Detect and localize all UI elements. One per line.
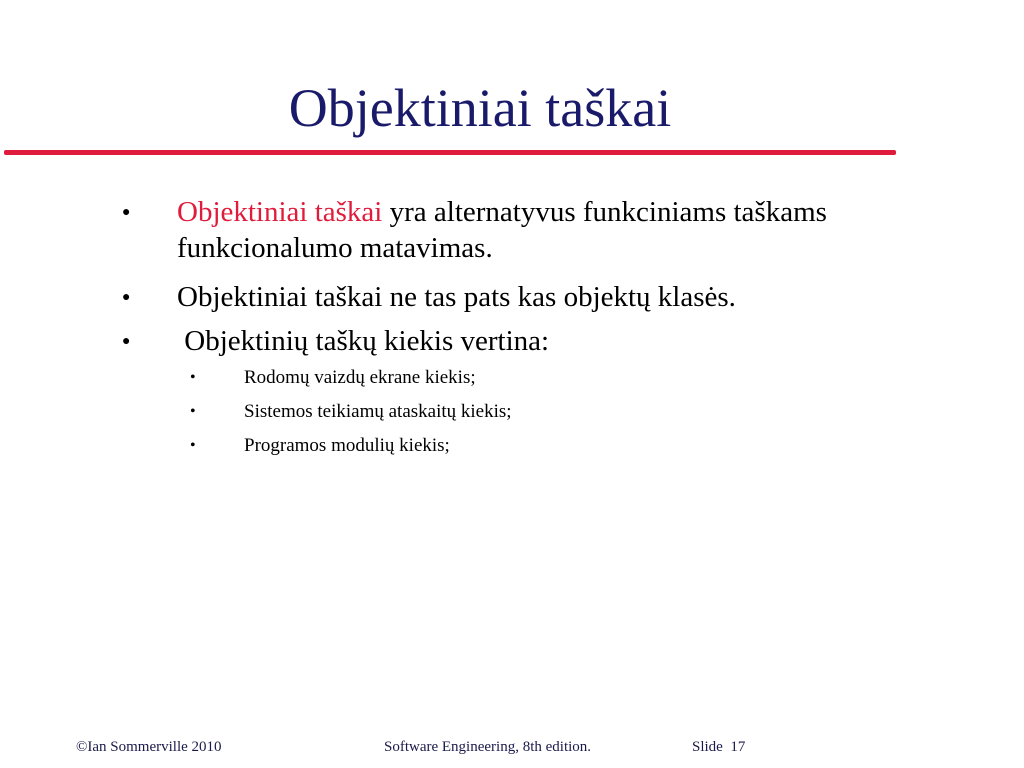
- sub-bullet-marker: •: [190, 437, 196, 454]
- sub-bullet-item: Rodomų vaizdų ekrane kiekis;: [244, 367, 476, 388]
- bullet-marker: ●: [122, 205, 131, 220]
- bullet-item: [177, 323, 977, 359]
- sub-bullet-marker: •: [190, 369, 196, 386]
- slide-title: Objektiniai taškai: [288, 78, 672, 138]
- bullet-text-continued: funkcionalumo matavimas.: [177, 232, 493, 264]
- bullet-marker: ●: [122, 290, 131, 305]
- bullet-marker: ●: [122, 334, 131, 349]
- sub-bullet-marker: •: [190, 403, 196, 420]
- bullet-item: [177, 194, 977, 266]
- footer-copyright: ©Ian Sommerville 2010: [76, 739, 222, 755]
- bullet-text: Objektinių taškų kiekis vertina:: [177, 325, 550, 357]
- bullet-text: yra alternatyvus funkciniams taškams: [382, 196, 827, 228]
- bullet-text: Objektiniai taškai ne tas pats kas objektų klasės.: [177, 281, 736, 313]
- highlighted-term: Objektiniai taškai: [177, 196, 383, 228]
- sub-bullet-item: Programos modulių kiekis;: [244, 435, 450, 456]
- bullet-item: [177, 279, 977, 315]
- sub-bullet-item: Sistemos teikiamų ataskaitų kiekis;: [244, 401, 512, 422]
- title-underline: [4, 150, 896, 155]
- footer-book: Software Engineering, 8th edition.: [384, 739, 592, 755]
- footer-slide-number: Slide 17: [692, 739, 746, 755]
